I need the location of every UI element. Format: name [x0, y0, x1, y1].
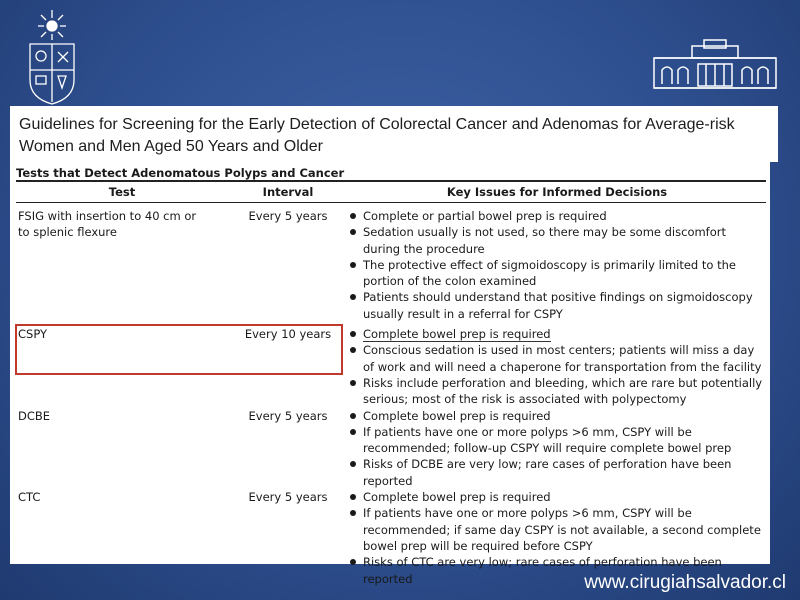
table-header-row [16, 182, 766, 202]
issue-item [348, 326, 766, 342]
test-interval: Every 5 years [248, 408, 328, 423]
section-title: Tests that Detect Adenomatous Polyps and Cancer [16, 166, 345, 180]
issue-item: Patients should understand that positive findings on sigmoidoscopy usually result in a referral for CSPY [348, 289, 766, 322]
issue-item: The protective effect of sigmoidoscopy is primarily limited to the portion of the colon examined [348, 257, 766, 290]
header-issues: Key Issues for Informed Decisions [446, 185, 668, 199]
table-row-cspy [16, 322, 766, 407]
issue-item: Complete or partial bowel prep is required [348, 208, 766, 224]
issues-list [348, 408, 766, 489]
screening-table [16, 182, 766, 202]
test-interval: Every 5 years [248, 490, 328, 505]
slide-title-box [10, 106, 778, 162]
issue-item: If patients have one or more polyps >6 mm, CSPY will be recommended; if same day CSPY is not available, a second complete bowel prep will be required before CSPY [348, 505, 766, 554]
issue-item: Conscious sedation is used in most centers; patients will miss a day of work and will need a chaperone for transportation from the facility [348, 342, 766, 375]
issues-cell [348, 322, 766, 407]
hospital-building-icon [652, 38, 778, 90]
issue-item: Risks include perforation and bleeding, which are rare but potentially serious; most of the risk is associated with polypectomy [348, 375, 766, 408]
table-row-fsig [16, 208, 766, 322]
issues-list [348, 326, 766, 407]
test-interval: Every 5 years [248, 209, 328, 223]
issues-cell [348, 408, 766, 489]
header-interval: Interval [262, 185, 314, 199]
test-name: CTC [18, 490, 41, 505]
issue-item: If patients have one or more polyps >6 mm, CSPY will be recommended; follow-up CSPY will require complete bowel prep [348, 424, 766, 457]
screening-table-body [16, 208, 766, 587]
issues-list [348, 208, 766, 322]
test-name: FSIG with insertion to 40 cm or to splenic flexure [18, 209, 197, 240]
table-row-dcbe [16, 408, 766, 489]
test-name: DCBE [18, 408, 51, 423]
issues-cell [348, 208, 766, 322]
issue-item: Complete bowel prep is required [348, 408, 766, 424]
test-interval: Every 10 years [244, 327, 332, 342]
issue-item: Complete bowel prep is required [348, 489, 766, 505]
header-test: Test [108, 185, 136, 199]
issue-item: Risks of CTC are very low; rare cases of perforation have been reported [348, 554, 766, 587]
university-crest-icon [22, 8, 82, 108]
issue-text-underlined: Complete bowel prep is required [363, 327, 551, 342]
rule-header [16, 202, 766, 203]
issue-item: Sedation usually is not used, so there may be some discomfort during the procedure [348, 224, 766, 257]
slide-title: Guidelines for Screening for the Early Detection of Colorectal Cancer and Adenomas for Average-risk Women and Men Aged 50 Years and Older [19, 116, 735, 155]
test-name: CSPY [18, 327, 48, 342]
issue-item: Risks of DCBE are very low; rare cases of perforation have been reported [348, 456, 766, 489]
website-url[interactable]: www.cirugiahsalvador.cl [584, 572, 786, 593]
